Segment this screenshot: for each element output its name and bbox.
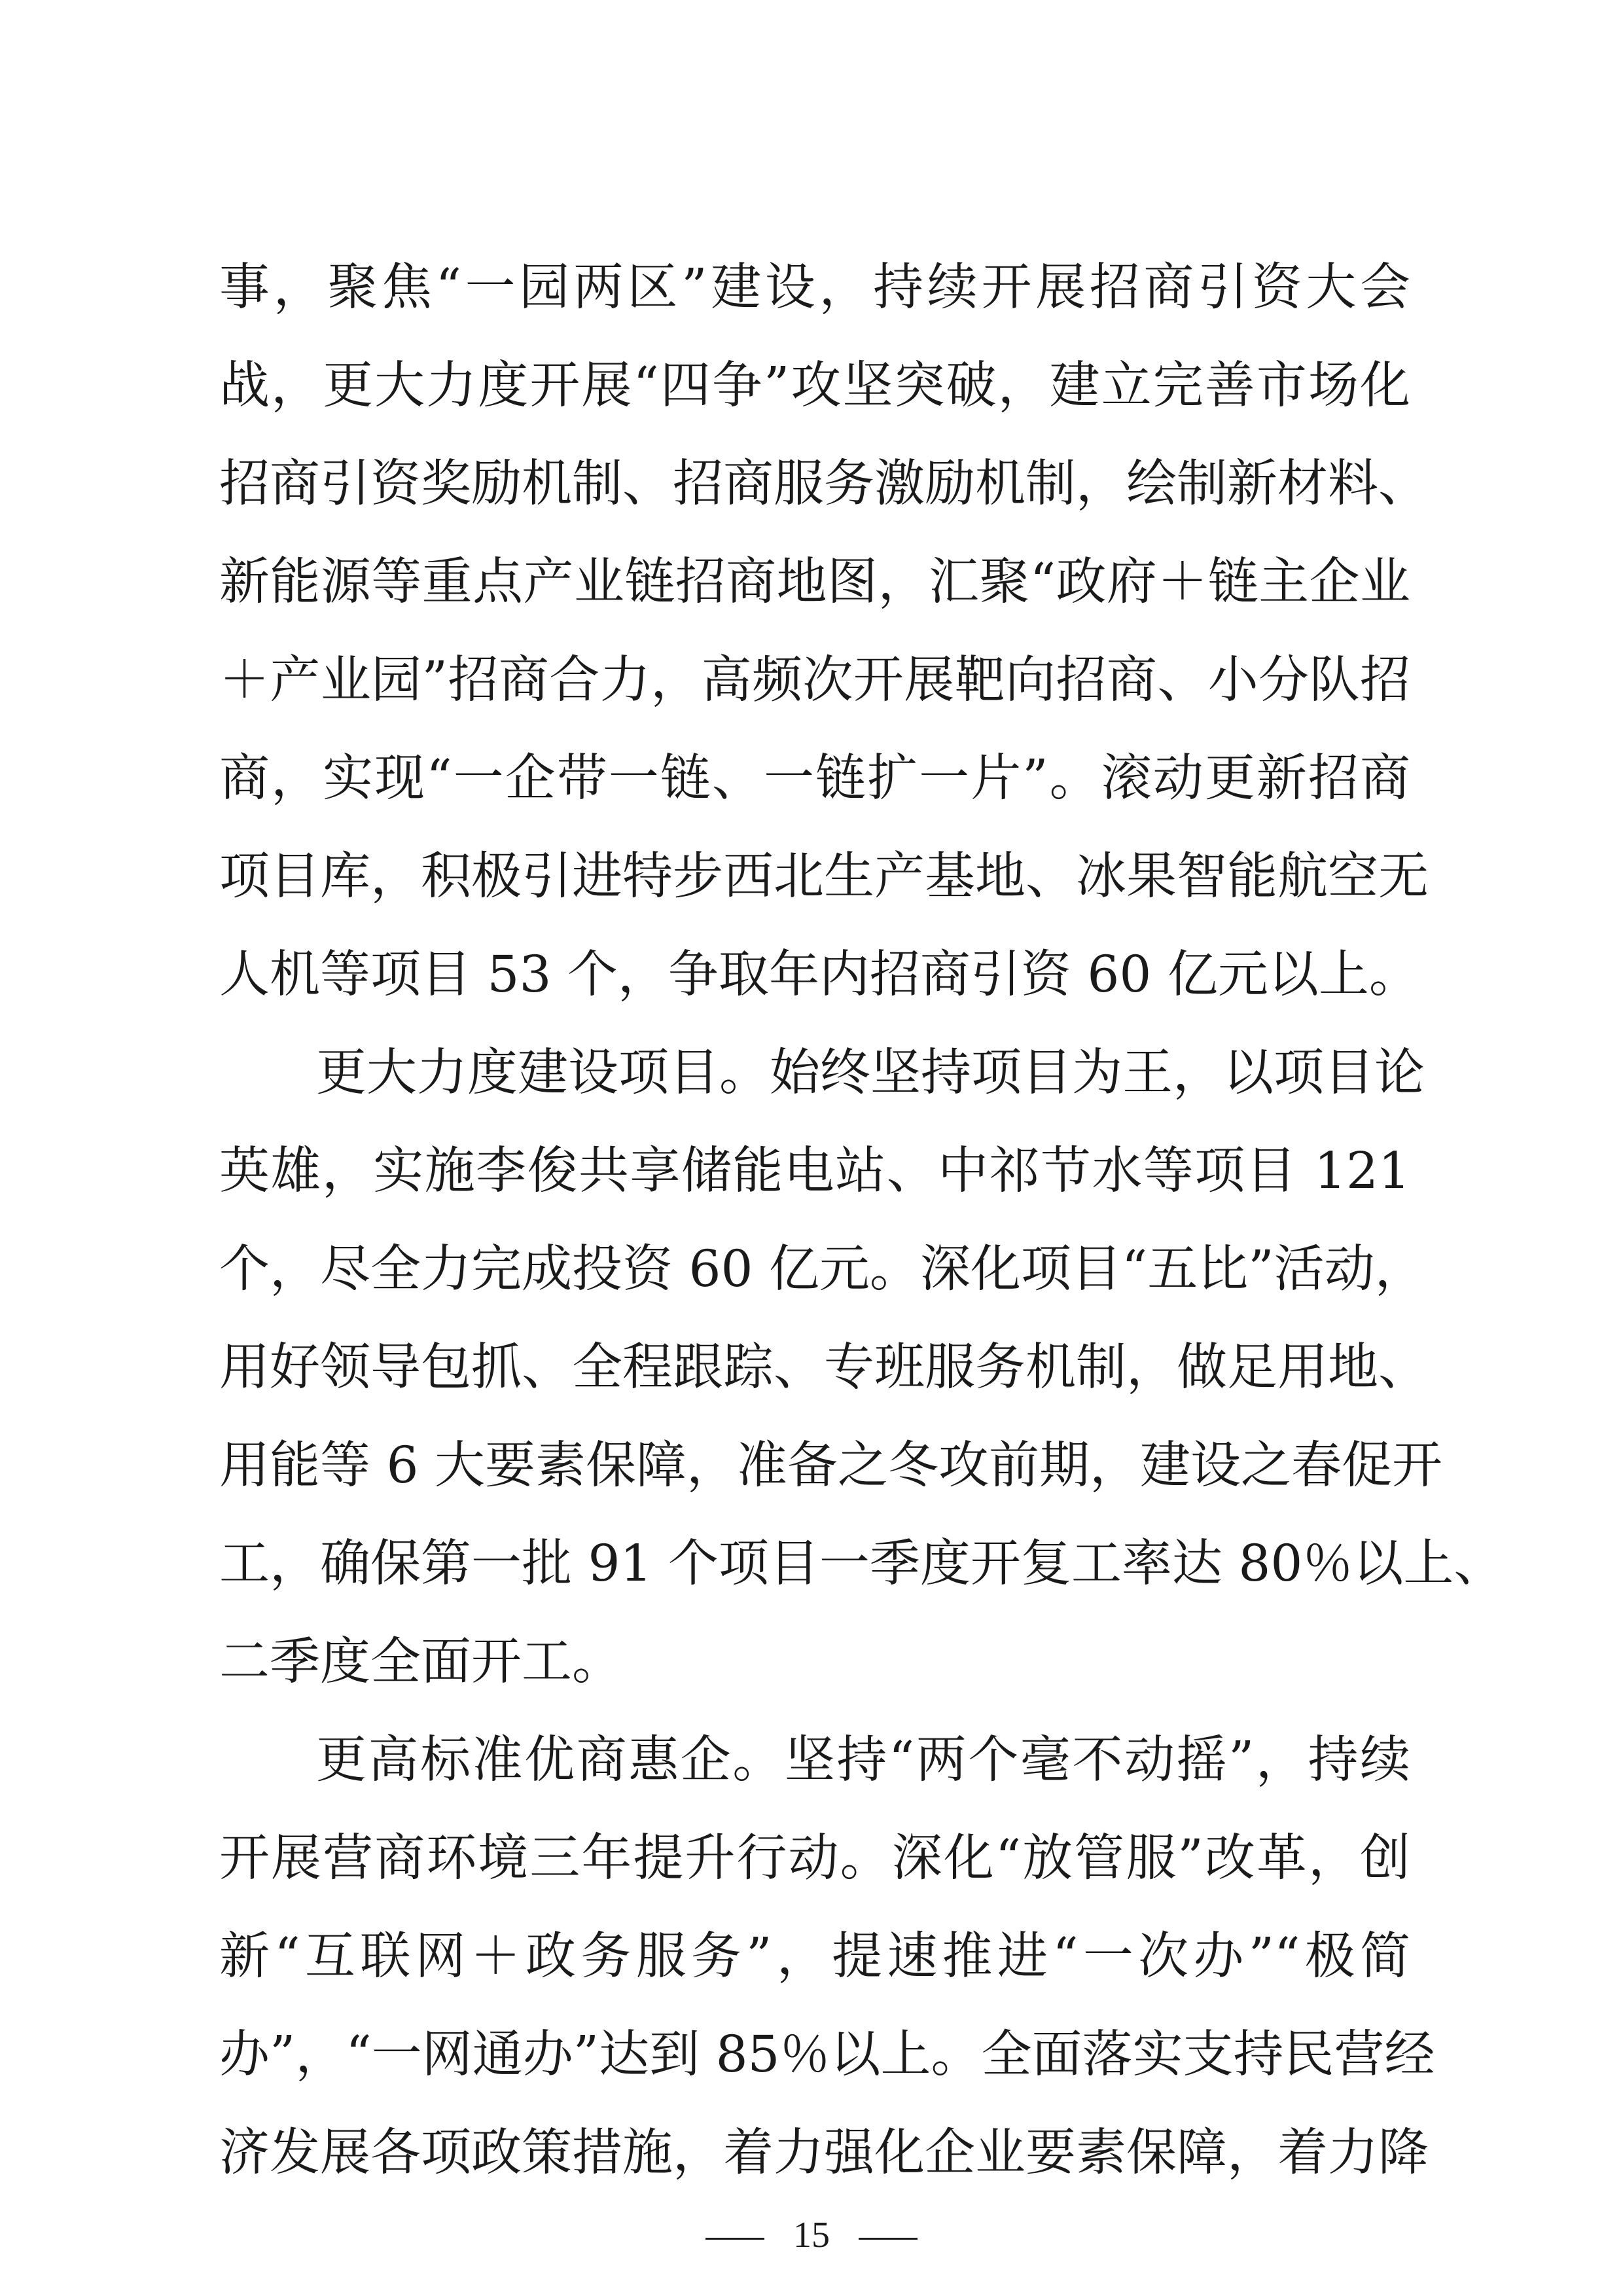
body-line-11: 个，尽全力完成投资 60 亿元。深化项目“五比”活动， [219, 1240, 1425, 1299]
body-line-1: 事，聚焦“一园两区”建设，持续开展招商引资大会 [219, 259, 1410, 317]
body-line-7: 项目库，积极引进特步西北生产基地、冰果智能航空无 [219, 848, 1429, 906]
footer-dash-right [859, 2238, 918, 2240]
body-line-13: 用能等 6 大要素保障，准备之冬攻前期，建设之春促开 [219, 1437, 1442, 1495]
body-line-20: 济发展各项政策措施，着力强化企业要素保障，着力降 [219, 2124, 1429, 2182]
body-line-14: 工，确保第一批 91 个项目一季度开复工率达 80％以上、 [219, 1535, 1505, 1593]
body-line-6: 商，实现“一企带一链、一链扩一片”。滚动更新招商 [219, 749, 1410, 808]
body-line-15: 二季度全面开工。 [219, 1633, 622, 1691]
body-line-18: 新“互联网＋政务服务”，提速推进“一次办”“极简 [219, 1928, 1410, 1986]
body-line-10: 英雄，实施李俊共享储能电站、中祁节水等项目 121 [219, 1142, 1410, 1200]
page-number: 15 [793, 2215, 830, 2255]
body-line-12: 用好领导包抓、全程跟踪、专班服务机制，做足用地、 [219, 1338, 1429, 1397]
body-line-5: ＋产业园”招商合力，高频次开展靶向招商、小分队招 [219, 651, 1410, 709]
footer-dash-left [705, 2238, 764, 2240]
paragraph-start-business: 更高标准优商惠企。坚持“两个毫不动摇”，持续 [316, 1731, 1410, 1789]
body-line-3: 招商引资奖励机制、招商服务激励机制，绘制新材料、 [219, 455, 1429, 513]
body-line-19: 办”，“一网通办”达到 85％以上。全面落实支持民营经 [219, 2026, 1435, 2084]
body-line-17: 开展营商环境三年提升行动。深化“放管服”改革，创 [219, 1829, 1410, 1888]
body-line-2: 战，更大力度开展“四争”攻坚突破，建立完善市场化 [219, 357, 1410, 415]
body-line-4: 新能源等重点产业链招商地图，汇聚“政府＋链主企业 [219, 553, 1410, 611]
body-line-8: 人机等项目 53 个，争取年内招商引资 60 亿元以上。 [219, 946, 1419, 1004]
paragraph-start-projects: 更大力度建设项目。始终坚持项目为王，以项目论 [316, 1044, 1425, 1102]
page-footer [0, 2206, 1623, 2265]
